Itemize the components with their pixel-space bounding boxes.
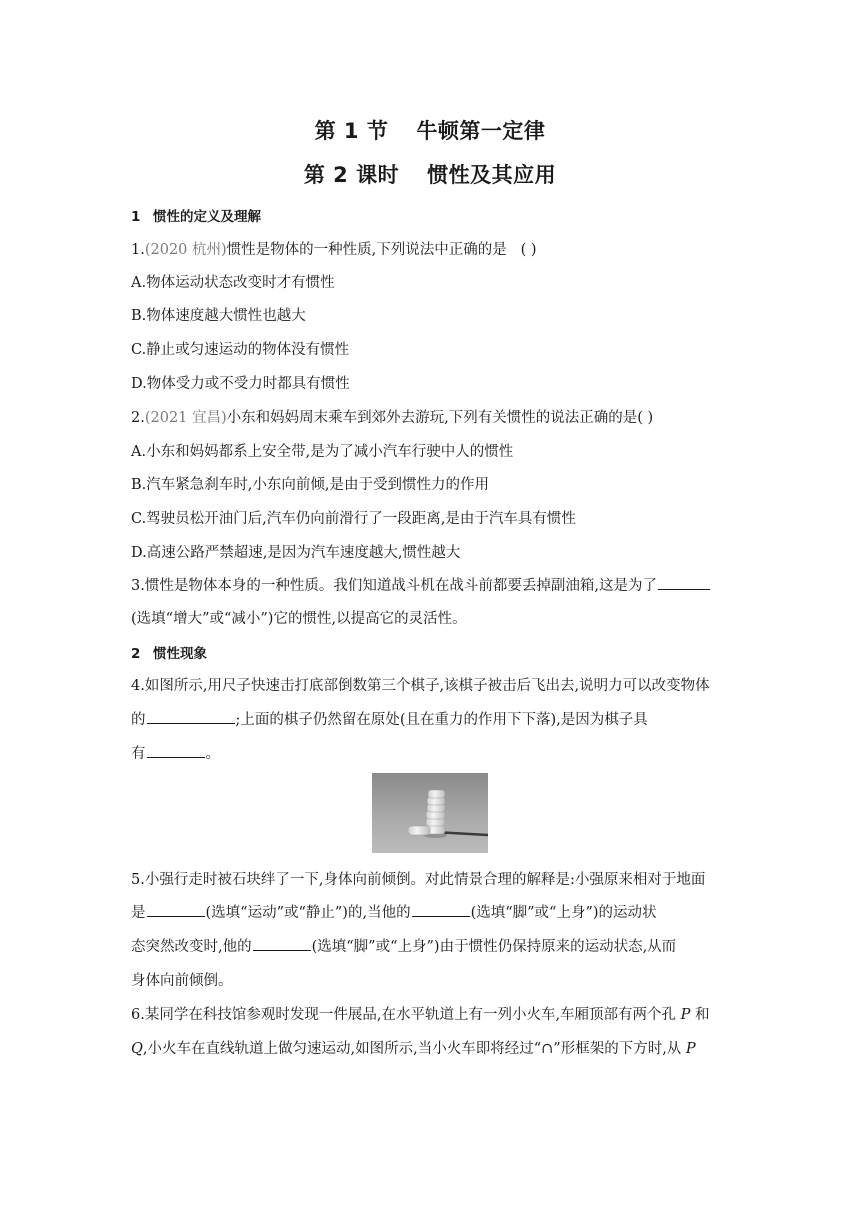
text: 和 [695,1007,710,1023]
text: 态突然改变时,他的 [131,939,252,955]
answer-blank[interactable] [253,936,311,951]
text: ;上面的棋子仍然留在原处(且在重力的作用下下落),是因为棋子具 [235,712,648,728]
lesson-name: 惯性及其应用 [427,163,557,187]
answer-blank[interactable] [412,902,470,917]
question-number: 2. [131,410,145,426]
answer-blank[interactable] [147,902,205,917]
chess-stack-illustration [372,773,488,853]
section-number: 2 [131,646,141,662]
text: (选填“脚”或“上身”)由于惯性仍保持原来的运动状态,从而 [311,939,677,955]
option-c: C.静止或匀速运动的物体没有惯性 [131,342,350,358]
question-3-line-2: (选填“增大”或“减小”)它的惯性,以提高它的灵活性。 [131,611,467,627]
question-4-line-1: 4.如图所示,用尺子快速击打底部倒数第三个棋子,该棋子被击后飞出去,说明力可以改变物体 [131,678,710,694]
section-number: 1 [131,209,141,225]
question-2-stem [131,406,653,427]
text: (选填“脚”或“上身”)的运动状 [470,905,657,921]
question-4-line-3 [131,742,220,763]
question-1-stem [131,238,537,259]
question-3-line-1 [131,574,711,595]
question-6-line-2 [131,1037,696,1058]
question-source: (2020 杭州) [144,242,227,258]
option-d: D.物体受力或不受力时都具有惯性 [131,376,350,392]
text: 有 [131,746,146,762]
text: 的 [131,712,146,728]
lesson-number: 第 2 课时 [303,163,400,187]
flying-chess-piece [408,826,430,835]
variable-p: P [680,1007,691,1023]
question-5-line-3 [131,935,676,956]
question-text: 小东和妈妈周末乘车到郊外去游玩,下列有关惯性的说法正确的是( ) [226,410,654,426]
question-4-line-2 [131,708,648,729]
text: ,小火车在直线轨道上做匀速运动,如图所示,当小火车即将经过“∩”形框架的下方时,从 [142,1041,682,1057]
question-text: 惯性是物体的一种性质,下列说法中正确的是 [226,242,507,258]
answer-blank[interactable] [147,743,205,758]
lesson-title [0,159,860,189]
question-source: (2021 宜昌) [144,410,227,426]
section-label: 惯性的定义及理解 [153,209,261,225]
chess-pieces-photo [372,773,488,853]
text: 6.某同学在科技馆参观时发现一件展品,在水平轨道上有一列小火车,车厢顶部有两个孔 [131,1007,677,1023]
variable-p: P [685,1041,696,1057]
variable-q: Q [131,1041,143,1057]
answer-bracket: ( ) [520,242,537,258]
chapter-name: 牛顿第一定律 [416,119,546,143]
text: 。 [205,746,220,762]
section-heading-2 [131,642,207,662]
chapter-number: 第 1 节 [314,119,389,143]
question-5-line-1: 5.小强行走时被石块绊了一下,身体向前倾倒。对此情景合理的解释是:小强原来相对于地面 [131,872,706,888]
question-5-line-4: 身体向前倾倒。 [131,973,233,989]
option-a: A.物体运动状态改变时才有惯性 [131,275,335,291]
option-b: B.汽车紧急刹车时,小东向前倾,是由于受到惯性力的作用 [131,477,489,493]
question-5-line-2 [131,901,657,922]
text: 是 [131,905,146,921]
question-number: 1. [131,242,145,258]
answer-blank[interactable] [147,709,235,724]
question-text: 3.惯性是物体本身的一种性质。我们知道战斗机在战斗前都要丢掉副油箱,这是为了 [131,578,657,594]
answer-blank[interactable] [658,575,710,590]
section-label: 惯性现象 [153,646,207,662]
option-d: D.高速公路严禁超速,是因为汽车速度越大,惯性越大 [131,545,461,561]
option-b: B.物体速度越大惯性也越大 [131,308,306,324]
section-heading-1 [131,205,261,225]
chapter-title [0,115,860,145]
question-6-line-1 [131,1003,710,1024]
text: (选填“运动”或“静止”)的,当他的 [205,905,411,921]
option-c: C.驾驶员松开油门后,汽车仍向前滑行了一段距离,是由于汽车具有惯性 [131,511,576,527]
option-a: A.小东和妈妈都系上安全带,是为了减小汽车行驶中人的惯性 [131,444,514,460]
